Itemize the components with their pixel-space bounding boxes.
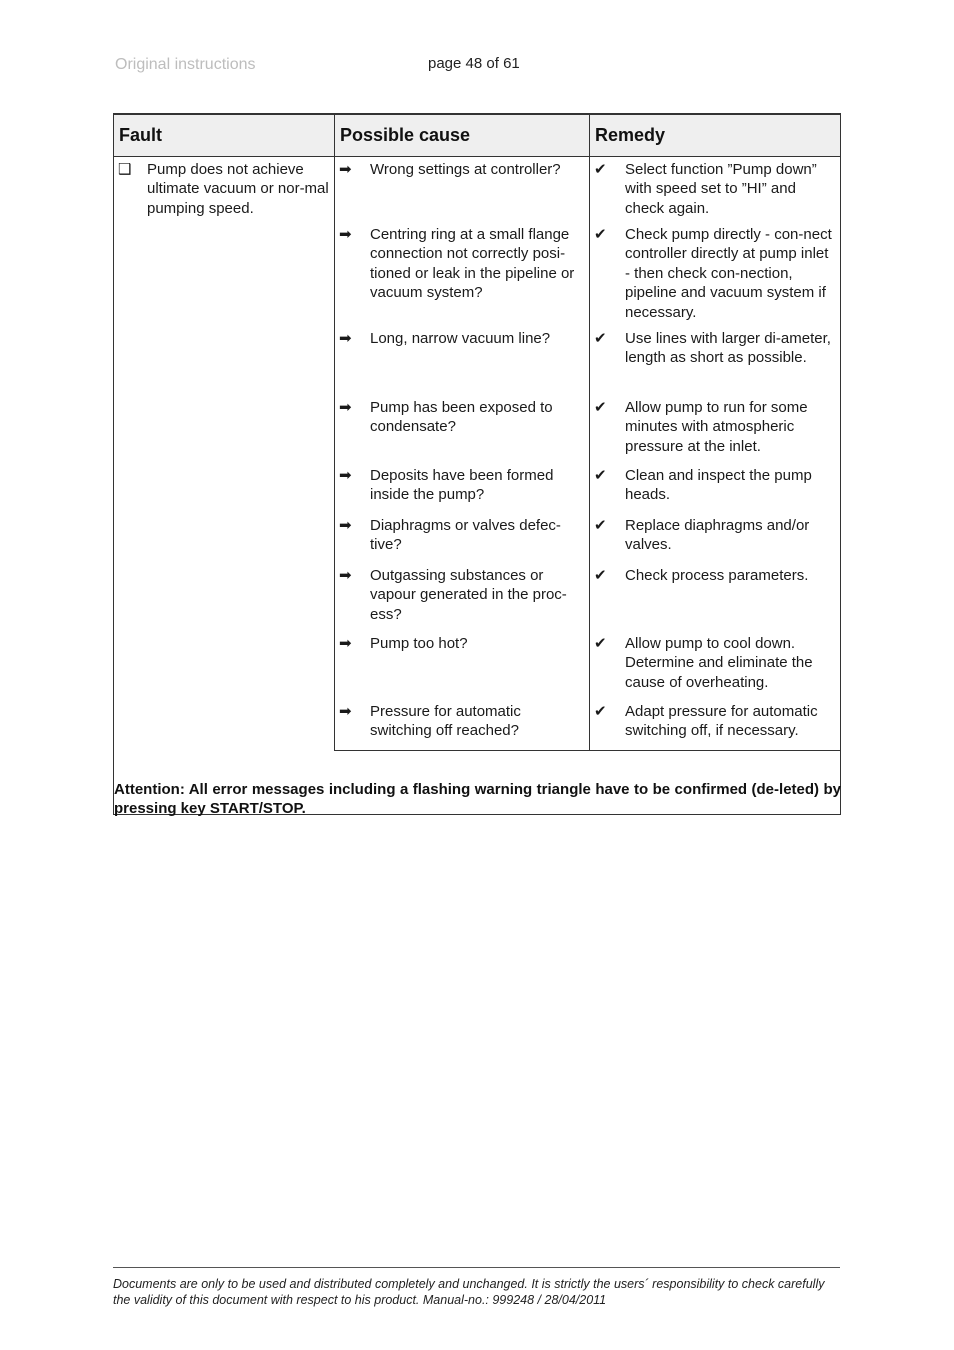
remedy-text: Adapt pressure for automatic switching off, if necessary. — [625, 703, 818, 740]
checkmark-icon: ✔ — [594, 467, 607, 484]
cause-text: Pump too hot? — [370, 635, 468, 652]
checkmark-icon: ✔ — [594, 635, 607, 652]
remedy-text: Check process parameters. — [625, 567, 809, 584]
fault-cell — [114, 157, 335, 751]
footer-disclaimer: Documents are only to be used and distributed completely and unchanged. It is strictly the users´ responsibility to check carefully the validity of this document with respect to his product. Manual-no.: 999248 / 28/04/2011 — [113, 1277, 825, 1307]
cause-cell — [335, 157, 590, 226]
cause-cell — [335, 329, 590, 398]
cause-cell — [335, 466, 590, 516]
checkmark-icon: ✔ — [594, 226, 607, 243]
table-header-row — [114, 114, 841, 157]
cause-cell — [335, 566, 590, 634]
checkmark-icon: ✔ — [594, 399, 607, 416]
remedy-cell — [590, 329, 841, 398]
remedy-cell — [590, 225, 841, 329]
cause-text: Pressure for automatic switching off reached? — [370, 703, 521, 740]
arrow-right-icon: ➡ — [339, 467, 352, 484]
checkbox-square-icon: ❑ — [118, 161, 132, 178]
document-status-label: Original instructions — [115, 56, 256, 73]
checkmark-icon: ✔ — [594, 703, 607, 720]
remedy-cell — [590, 516, 841, 566]
fault-text: Pump does not achieve ultimate vacuum or nor-mal pumping speed. — [147, 161, 329, 217]
troubleshooting-table — [113, 113, 841, 751]
remedy-text: Check pump directly - con-nect controller directly at pump inlet - then check con-nection, pipeline and vacuum system if necessary. — [625, 226, 832, 321]
cause-text: Outgassing substances or vapour generated in the proc-ess? — [370, 567, 567, 623]
arrow-right-icon: ➡ — [339, 161, 352, 178]
arrow-right-icon: ➡ — [339, 226, 352, 243]
table-row — [114, 157, 841, 226]
cause-text: Diaphragms or valves defec-tive? — [370, 517, 561, 554]
arrow-right-icon: ➡ — [339, 567, 352, 584]
cause-text: Long, narrow vacuum line? — [370, 330, 551, 347]
cause-text: Deposits have been formed inside the pump? — [370, 467, 554, 504]
arrow-right-icon: ➡ — [339, 703, 352, 720]
checkmark-icon: ✔ — [594, 517, 607, 534]
remedy-cell — [590, 466, 841, 516]
cause-text: Wrong settings at controller? — [370, 161, 561, 178]
attention-box — [113, 750, 841, 815]
remedy-cell — [590, 157, 841, 226]
arrow-right-icon: ➡ — [339, 330, 352, 347]
remedy-text: Allow pump to run for some minutes with atmospheric pressure at the inlet. — [625, 399, 808, 455]
cause-cell — [335, 398, 590, 466]
footer-divider — [113, 1267, 840, 1268]
remedy-cell — [590, 702, 841, 751]
column-header-fault: Fault — [114, 114, 335, 157]
checkmark-icon: ✔ — [594, 161, 607, 178]
remedy-text: Clean and inspect the pump heads. — [625, 467, 812, 504]
remedy-cell — [590, 566, 841, 634]
remedy-text: Replace diaphragms and/or valves. — [625, 517, 810, 554]
checkmark-icon: ✔ — [594, 567, 607, 584]
arrow-right-icon: ➡ — [339, 399, 352, 416]
cause-cell — [335, 702, 590, 751]
remedy-cell — [590, 398, 841, 466]
cause-text: Centring ring at a small flange connection not correctly posi-tioned or leak in the pipeline or vacuum system? — [370, 226, 575, 302]
remedy-text: Allow pump to cool down. Determine and eliminate the cause of overheating. — [625, 635, 813, 691]
column-header-remedy: Remedy — [590, 114, 841, 157]
page-number: page 48 of 61 — [428, 55, 520, 72]
cause-cell — [335, 634, 590, 702]
checkmark-icon: ✔ — [594, 330, 607, 347]
cause-text: Pump has been exposed to condensate? — [370, 399, 553, 436]
remedy-text: Use lines with larger di-ameter, length as short as possible. — [625, 330, 831, 367]
arrow-right-icon: ➡ — [339, 635, 352, 652]
cause-cell — [335, 225, 590, 329]
column-header-cause: Possible cause — [335, 114, 590, 157]
attention-note: Attention: All error messages including a flashing warning triangle have to be confirmed (de-leted) by pressing key START/STOP. — [114, 781, 841, 817]
remedy-text: Select function ”Pump down” with speed set to ”HI” and check again. — [625, 161, 817, 217]
arrow-right-icon: ➡ — [339, 517, 352, 534]
remedy-cell — [590, 634, 841, 702]
cause-cell — [335, 516, 590, 566]
